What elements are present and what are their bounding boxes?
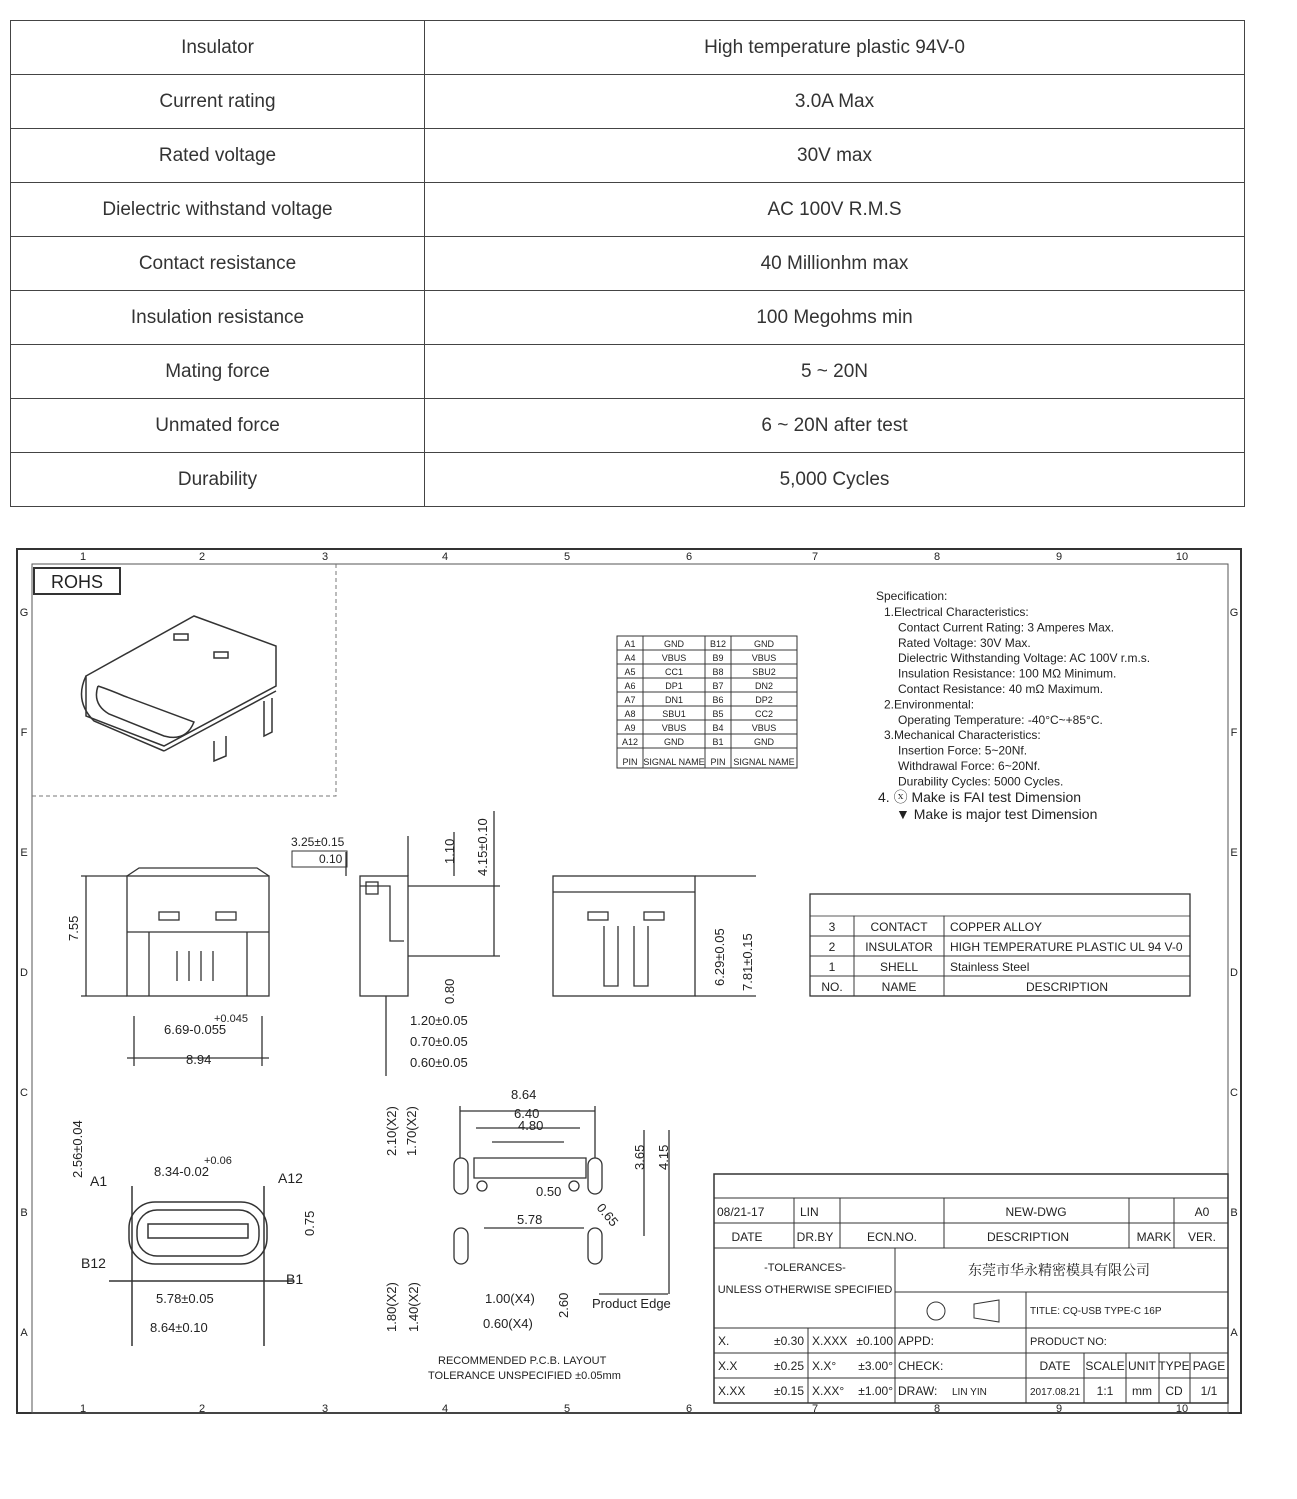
grid-number-bottom: 9 xyxy=(1055,1403,1063,1415)
title-block xyxy=(714,1174,1228,1403)
pin-table-text: GND xyxy=(754,639,774,649)
dim-8-64: 8.64 xyxy=(511,1087,537,1102)
material-table-text: COPPER ALLOY xyxy=(950,920,1043,934)
h-type: TYPE xyxy=(1158,1359,1190,1373)
pin-table-text: DP2 xyxy=(755,695,773,705)
h-ver: VER. xyxy=(1187,1230,1217,1244)
dim-2-60: 2.60 xyxy=(556,1292,571,1318)
dim-8-34: 8.34-0.02 xyxy=(154,1164,209,1179)
rev-date: 08/21-17 xyxy=(717,1205,765,1219)
pin-table-text: SIGNAL NAME xyxy=(643,757,705,767)
pin-table-text: A1 xyxy=(624,639,636,649)
spec-note-4b: ▼ Make is major test Dimension xyxy=(896,806,1098,822)
material-table-text: DESCRIPTION xyxy=(1025,980,1109,994)
pin-table-text: A5 xyxy=(624,667,636,677)
dim-0-80: 0.80 xyxy=(442,978,457,1004)
v-unit: mm xyxy=(1132,1384,1152,1398)
grid-number-top: 8 xyxy=(933,551,941,563)
spec-note-line: 1.Electrical Characteristics: xyxy=(884,605,1029,619)
grid-number-top: 6 xyxy=(685,551,693,563)
spec-note-line: Dielectric Withstanding Voltage: AC 100V r.m.s. xyxy=(898,651,1151,666)
h-unit: UNIT xyxy=(1128,1359,1156,1373)
pin-table-text: VBUS xyxy=(661,653,687,663)
h-date2: DATE xyxy=(1039,1359,1071,1373)
pin-table-text: B9 xyxy=(712,653,724,663)
drawer-name: LIN YIN xyxy=(952,1387,987,1398)
product-edge-label: Product Edge xyxy=(592,1296,671,1311)
draw-label: DRAW: xyxy=(898,1384,938,1398)
spec-value: 6 ~ 20N after test xyxy=(425,399,1245,453)
material-table-text: 1 xyxy=(828,960,836,974)
dim-0-65: 0.65 xyxy=(593,1200,622,1230)
spec-note-line: Insertion Force: 5~20Nf. xyxy=(898,743,1028,758)
rev-ver: A0 xyxy=(1194,1205,1210,1219)
material-table-text: NAME xyxy=(881,980,917,994)
pin-table-text: SBU1 xyxy=(662,709,686,719)
spec-label: Mating force xyxy=(11,345,425,399)
tol-key2: X.X° xyxy=(812,1359,837,1373)
pin-table-text: GND xyxy=(664,737,684,747)
spec-label: Unmated force xyxy=(11,399,425,453)
pin-table-text: SBU2 xyxy=(752,667,776,677)
spec-notes xyxy=(876,589,1150,822)
tol-val: ±0.25 xyxy=(774,1359,804,1373)
rohs-label: ROHS xyxy=(50,572,104,592)
pin-table-text: A8 xyxy=(624,709,636,719)
dim-7-81: 7.81±0.15 xyxy=(740,933,755,991)
spec-row xyxy=(11,399,1245,453)
spec-value: 5 ~ 20N xyxy=(425,345,1245,399)
pcb-layout xyxy=(454,1106,669,1294)
appd-label: APPD: xyxy=(898,1334,935,1348)
material-table-text: Stainless Steel xyxy=(950,960,1030,974)
grid-number-bottom: 10 xyxy=(1175,1403,1189,1415)
grid-letter-left: F xyxy=(20,727,28,739)
dim-3-65: 3.65 xyxy=(632,1144,647,1170)
grid-number-bottom: 7 xyxy=(811,1403,819,1415)
spec-value: High temperature plastic 94V-0 xyxy=(425,21,1245,75)
pin-table-text: VBUS xyxy=(661,723,687,733)
material-table-text: INSULATOR xyxy=(865,940,933,954)
pin-table xyxy=(617,636,797,768)
grid-number-bottom: 1 xyxy=(79,1403,87,1415)
grid-letter-right: A xyxy=(1230,1327,1238,1339)
tol-val: ±0.15 xyxy=(774,1384,804,1398)
spec-row xyxy=(11,129,1245,183)
spec-row xyxy=(11,75,1245,129)
material-table-text: 3 xyxy=(828,920,836,934)
spec-row xyxy=(11,345,1245,399)
pin-table-text: A9 xyxy=(624,723,636,733)
dim-5-78: 5.78±0.05 xyxy=(156,1291,214,1306)
tol-key: X.XX xyxy=(718,1384,746,1398)
spec-label: Dielectric withstand voltage xyxy=(11,183,425,237)
dim-0-60x4: 0.60(X4) xyxy=(483,1316,533,1331)
pin-table-text: B5 xyxy=(712,709,724,719)
label-a12: A12 xyxy=(278,1170,303,1186)
spec-note-line: 3.Mechanical Characteristics: xyxy=(884,728,1041,743)
drawing-svg xyxy=(14,546,1244,1416)
grid-letter-right: B xyxy=(1230,1207,1238,1219)
dim-1-20: 1.20±0.05 xyxy=(410,1013,468,1028)
dim-6-69: 6.69-0.055 xyxy=(164,1022,227,1037)
h-date: DATE xyxy=(731,1230,763,1244)
pin-table-text: B1 xyxy=(712,737,724,747)
pin-table-text: GND xyxy=(754,737,774,747)
dim-5-78b: 5.78 xyxy=(517,1212,543,1227)
v-type: CD xyxy=(1165,1384,1183,1398)
pin-table-text: B8 xyxy=(712,667,724,677)
spec-label: Durability xyxy=(11,453,425,507)
label-b12: B12 xyxy=(81,1255,106,1271)
spec-row xyxy=(11,453,1245,507)
spec-label: Rated voltage xyxy=(11,129,425,183)
spec-notes-title: Specification: xyxy=(876,589,948,603)
spec-value: 30V max xyxy=(425,129,1245,183)
v-page: 1/1 xyxy=(1200,1384,1218,1398)
dim-2-56: 2.56±0.04 xyxy=(70,1120,85,1178)
pin-table-text: A7 xyxy=(624,695,636,705)
tol-key: X. xyxy=(718,1334,730,1348)
h-drby: DR.BY xyxy=(796,1230,834,1244)
rev-desc: NEW-DWG xyxy=(1005,1205,1067,1219)
v-scale: 1:1 xyxy=(1096,1384,1114,1398)
material-table-text: HIGH TEMPERATURE PLASTIC UL 94 V-0 xyxy=(950,940,1183,954)
spec-value: AC 100V R.M.S xyxy=(425,183,1245,237)
dim-3-25: 3.25±0.15 xyxy=(291,835,345,849)
grid-number-top: 3 xyxy=(321,551,329,563)
grid-letter-left: A xyxy=(20,1327,28,1339)
spec-label: Current rating xyxy=(11,75,425,129)
tol-key: X.X xyxy=(718,1359,738,1373)
pin-table-text: CC1 xyxy=(664,667,684,677)
pin-table-text: PIN xyxy=(622,757,638,767)
spec-table-body xyxy=(11,21,1245,507)
pin-table-text: DN1 xyxy=(664,695,684,705)
grid-letter-right: F xyxy=(1230,727,1238,739)
grid-letter-left: G xyxy=(19,607,29,619)
pin-table-text: DP1 xyxy=(665,681,683,691)
dim-1-00x4: 1.00(X4) xyxy=(485,1291,535,1306)
grid-letter-left: C xyxy=(20,1087,28,1099)
grid-number-bottom: 5 xyxy=(563,1403,571,1415)
dim-0-70: 0.70±0.05 xyxy=(410,1034,468,1049)
spec-value: 5,000 Cycles xyxy=(425,453,1245,507)
spec-value: 3.0A Max xyxy=(425,75,1245,129)
grid-number-bottom: 8 xyxy=(933,1403,941,1415)
dim-0-50: 0.50 xyxy=(536,1184,562,1199)
dim-8-34-tol: +0.06 xyxy=(204,1155,232,1167)
product-no: PRODUCT NO: xyxy=(1030,1336,1107,1348)
grid-number-top: 7 xyxy=(811,551,819,563)
dim-2-10x2: 2.10(X2) xyxy=(384,1106,399,1156)
technical-drawing xyxy=(14,546,1244,1416)
grid-number-top: 10 xyxy=(1175,551,1189,563)
projection-cone-icon xyxy=(974,1300,999,1322)
tol-val2: ±3.00° xyxy=(858,1359,893,1373)
dim-0-60: 0.60±0.05 xyxy=(410,1055,468,1070)
tol-title: -TOLERANCES- xyxy=(764,1262,846,1274)
dim-0-10: 0.10 xyxy=(319,852,343,866)
h-page: PAGE xyxy=(1192,1359,1226,1373)
spec-row xyxy=(11,291,1245,345)
projection-symbol-icon xyxy=(927,1302,945,1320)
dim-6-69-tol: +0.045 xyxy=(214,1013,248,1025)
pcb-tolerance: TOLERANCE UNSPECIFIED ±0.05mm xyxy=(428,1370,621,1382)
h-mark: MARK xyxy=(1136,1230,1172,1244)
pin-table-text: B4 xyxy=(712,723,724,733)
pin-table-text: PIN xyxy=(710,757,726,767)
rev-by: LIN xyxy=(800,1205,819,1219)
drawing-title: TITLE: CQ-USB TYPE-C 16P xyxy=(1030,1306,1162,1317)
spec-note-line: Withdrawal Force: 6~20Nf. xyxy=(898,759,1041,773)
grid-letter-right: E xyxy=(1230,847,1238,859)
label-b1: B1 xyxy=(286,1271,304,1287)
pin-table-text: A12 xyxy=(621,737,639,747)
dim-1-80x2: 1.80(X2) xyxy=(384,1282,399,1332)
tol-sub: UNLESS OTHERWISE SPECIFIED xyxy=(717,1284,893,1296)
material-table-text: NO. xyxy=(821,980,843,994)
spec-table xyxy=(10,20,1245,507)
spec-label: Contact resistance xyxy=(11,237,425,291)
dim-6-40: 6.40 xyxy=(514,1106,540,1121)
dim-4-80: 4.80 xyxy=(518,1118,544,1133)
spec-note-line: 2.Environmental: xyxy=(884,697,975,712)
spec-row xyxy=(11,21,1245,75)
spec-label: Insulator xyxy=(11,21,425,75)
pin-table-text: DN2 xyxy=(754,681,774,691)
grid-letter-left: B xyxy=(20,1207,28,1219)
spec-note-line: Durability Cycles: 5000 Cycles. xyxy=(898,774,1064,789)
material-table-text: SHELL xyxy=(879,960,919,974)
pin-table-text: GND xyxy=(664,639,684,649)
grid-number-top: 2 xyxy=(198,551,206,563)
pin-table-text: VBUS xyxy=(751,723,777,733)
dim-1-70x2: 1.70(X2) xyxy=(404,1106,419,1156)
grid-letter-left: D xyxy=(20,967,28,979)
grid-number-bottom: 6 xyxy=(685,1403,693,1415)
material-table xyxy=(810,894,1190,996)
pin-table-text: B6 xyxy=(712,695,724,705)
pcb-layout-title: RECOMMENDED P.C.B. LAYOUT xyxy=(438,1355,607,1367)
spec-value: 100 Megohms min xyxy=(425,291,1245,345)
pin-table-text: B12 xyxy=(709,639,727,649)
spec-note-line: Contact Resistance: 40 mΩ Maximum. xyxy=(898,682,1104,696)
grid-number-top: 9 xyxy=(1055,551,1063,563)
grid-number-top: 5 xyxy=(563,551,571,563)
tol-key2: X.XX° xyxy=(812,1384,845,1398)
dim-6-29: 6.29±0.05 xyxy=(712,928,727,986)
spec-note-4a: 4. ⓧ Make is FAI test Dimension xyxy=(878,789,1082,805)
grid-number-top: 4 xyxy=(441,551,449,563)
pin-table-text: CC2 xyxy=(754,709,774,719)
company-name: 东莞市华永精密模具有限公司 xyxy=(968,1262,1150,1278)
dim-4-15: 4.15 xyxy=(656,1144,671,1170)
tol-key2: X.XXX xyxy=(812,1334,848,1348)
check-label: CHECK: xyxy=(898,1359,944,1373)
dim-8-94: 8.94 xyxy=(186,1052,212,1067)
material-table-text: 2 xyxy=(828,940,836,954)
pin-table-text: VBUS xyxy=(751,653,777,663)
pin-table-text: B7 xyxy=(712,681,724,691)
pin-table-text: SIGNAL NAME xyxy=(733,757,795,767)
tol-val2: ±1.00° xyxy=(858,1384,893,1398)
spec-note-line: Contact Current Rating: 3 Amperes Max. xyxy=(898,620,1115,635)
spec-label: Insulation resistance xyxy=(11,291,425,345)
h-ecn: ECN.NO. xyxy=(866,1230,918,1244)
dim-7-55: 7.55 xyxy=(66,915,81,941)
dim-1-10: 1.10 xyxy=(442,838,457,864)
spec-row xyxy=(11,183,1245,237)
dim-0-75: 0.75 xyxy=(302,1210,317,1236)
spec-note-line: Rated Voltage: 30V Max. xyxy=(898,635,1031,650)
iso-connector-view xyxy=(82,616,277,761)
grid-letter-right: C xyxy=(1230,1087,1238,1099)
grid-number-bottom: 2 xyxy=(198,1403,206,1415)
grid-number-bottom: 3 xyxy=(321,1403,329,1415)
dim-8-64b: 8.64±0.10 xyxy=(150,1320,208,1335)
pin-table-text: A6 xyxy=(624,681,636,691)
grid-letter-right: D xyxy=(1230,967,1238,979)
v-date: 2017.08.21 xyxy=(1029,1387,1081,1398)
spec-note-line: Insulation Resistance: 100 MΩ Minimum. xyxy=(898,666,1117,681)
iso-view-border xyxy=(32,564,336,796)
dim-4-15-010: 4.15±0.10 xyxy=(475,818,490,876)
tol-val2: ±0.100 xyxy=(856,1334,893,1348)
h-scale: SCALE xyxy=(1085,1359,1125,1373)
tol-val: ±0.30 xyxy=(774,1334,804,1348)
label-a1: A1 xyxy=(90,1173,108,1189)
dim-1-40x2: 1.40(X2) xyxy=(406,1282,421,1332)
grid-number-bottom: 4 xyxy=(441,1403,449,1415)
grid-number-top: 1 xyxy=(79,551,87,563)
pin-table-text: A4 xyxy=(624,653,636,663)
material-table-text: CONTACT xyxy=(870,920,928,934)
spec-value: 40 Millionhm max xyxy=(425,237,1245,291)
grid-letter-right: G xyxy=(1229,607,1239,619)
spec-note-line: Operating Temperature: -40°C~+85°C. xyxy=(898,712,1103,727)
h-desc: DESCRIPTION xyxy=(986,1230,1070,1244)
spec-row xyxy=(11,237,1245,291)
grid-letter-left: E xyxy=(20,847,28,859)
